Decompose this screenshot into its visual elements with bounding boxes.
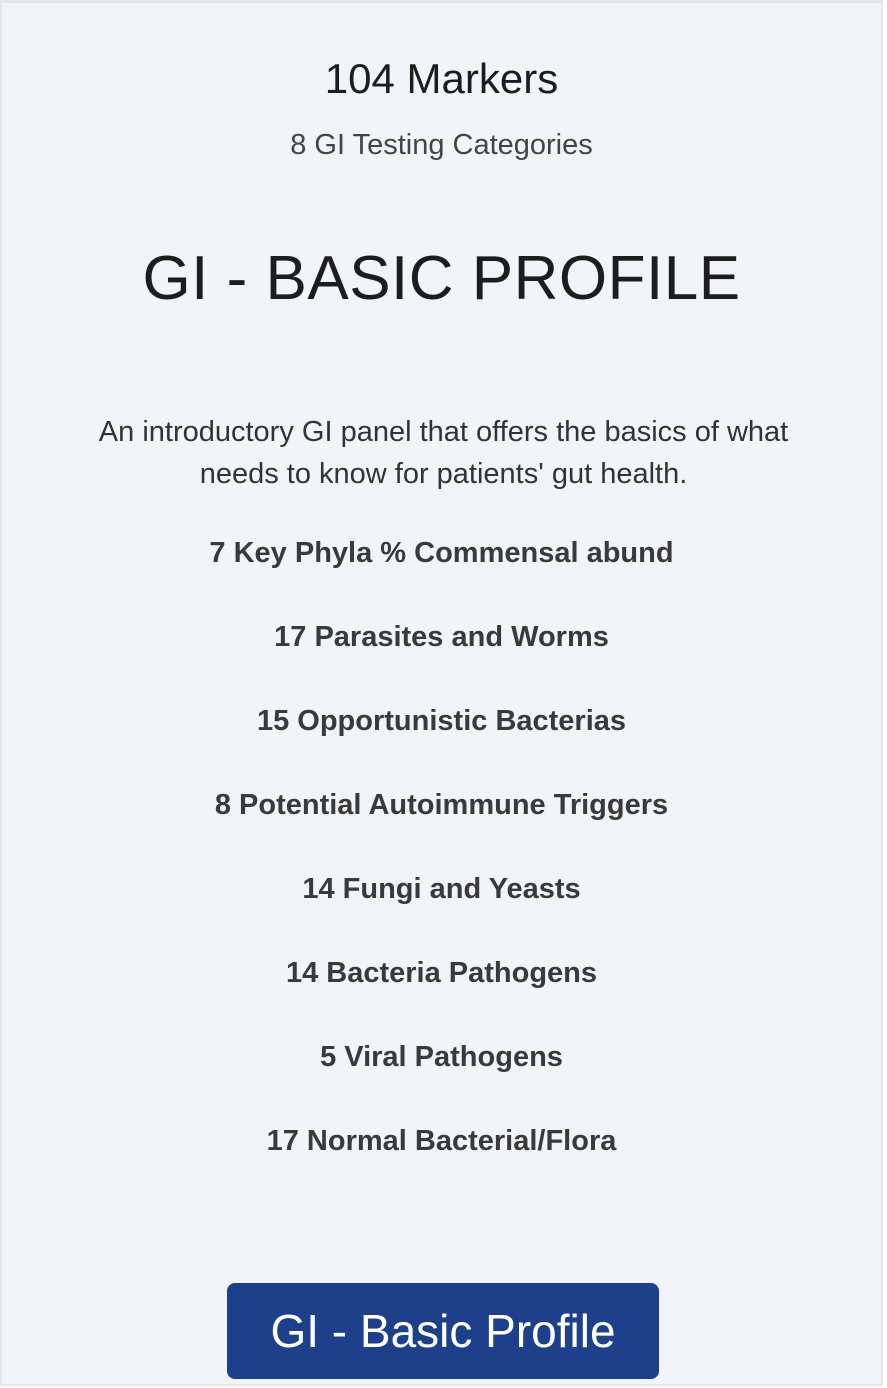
feature-item: 14 Fungi and Yeasts xyxy=(302,873,581,905)
feature-item: 14 Bacteria Pathogens xyxy=(285,957,598,989)
feature-list xyxy=(2,531,881,1203)
feature-item: 17 Parasites and Worms xyxy=(274,621,609,653)
feature-item: 17 Normal Bacterial/Flora xyxy=(266,1125,617,1157)
feature-item: 8 Potential Autoimmune Triggers xyxy=(214,789,669,821)
markers-count: 104 Markers xyxy=(324,55,559,102)
profile-description: An introductory GI panel that offers the basics of what needs to know for patients' gut health. xyxy=(98,416,789,490)
categories-count: 8 GI Testing Categories xyxy=(290,129,593,161)
feature-item: 5 Viral Pathogens xyxy=(320,1041,563,1073)
gi-basic-profile-button[interactable]: GI - Basic Profile xyxy=(227,1283,659,1379)
feature-item: 7 Key Phyla % Commensal abund xyxy=(209,537,674,569)
profile-title: GI - BASIC PROFILE xyxy=(142,244,741,313)
feature-item: 15 Opportunistic Bacterias xyxy=(256,705,627,737)
